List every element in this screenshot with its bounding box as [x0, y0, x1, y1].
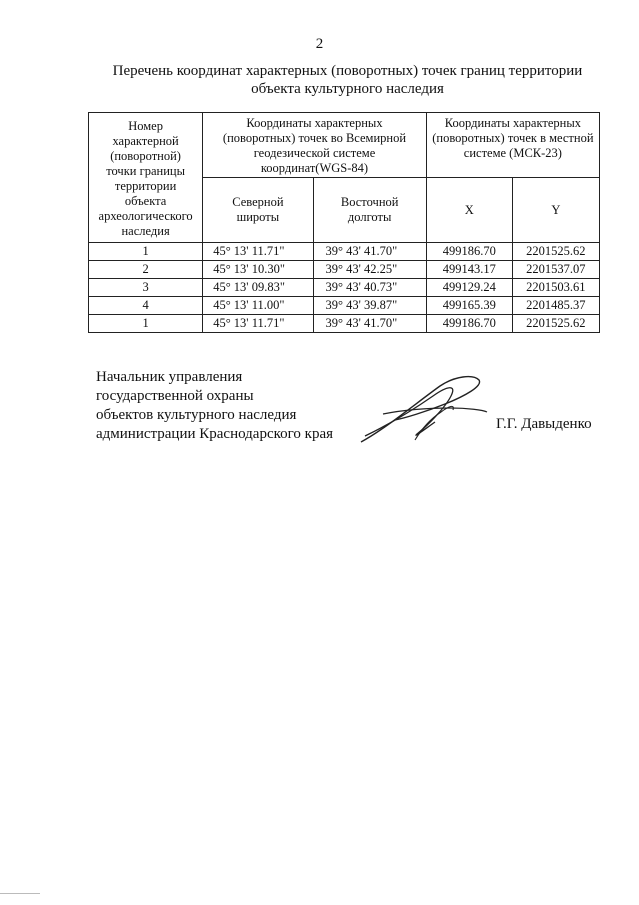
cell-x: 499186.70	[426, 243, 512, 261]
coordinates-table	[88, 112, 600, 333]
signatory-position-line: государственной охраны	[96, 388, 254, 404]
header-wgs-line: геодезической системе	[253, 146, 376, 160]
cell-longitude: 39° 43' 40.73"	[313, 279, 426, 297]
table-row	[89, 261, 600, 279]
header-msk-line: системе (МСК-23)	[463, 146, 562, 160]
subheader-longitude-line: долготы	[347, 210, 392, 224]
signatory-position-line: администрации Краснодарского края	[96, 426, 334, 442]
cell-longitude: 39° 43' 41.70"	[313, 243, 426, 261]
subheader-latitude-line: широты	[236, 210, 280, 224]
table-row	[89, 279, 600, 297]
page-number: 2	[315, 36, 324, 52]
signature-stroke	[365, 388, 453, 436]
header-number-line: наследия	[121, 224, 170, 238]
header-wgs84-coordinates	[203, 113, 427, 178]
cell-longitude: 39° 43' 41.70"	[313, 315, 426, 333]
cell-point-number: 2	[89, 261, 203, 279]
header-wgs-line: координат(WGS-84)	[260, 161, 369, 175]
cell-latitude: 45° 13' 11.71"	[203, 315, 313, 333]
subheader-latitude	[203, 178, 313, 243]
header-number-line: Номер	[128, 119, 163, 133]
cell-latitude: 45° 13' 09.83"	[203, 279, 313, 297]
header-number-line: археологического	[98, 209, 193, 223]
header-wgs-line: (поворотных) точек во Всемирной	[222, 131, 407, 145]
cell-x: 499143.17	[426, 261, 512, 279]
header-number-line: территории	[114, 179, 177, 193]
table-row	[89, 297, 600, 315]
cell-y: 2201537.07	[512, 261, 599, 279]
cell-latitude: 45° 13' 11.00"	[203, 297, 313, 315]
table-row	[89, 315, 600, 333]
subheader-latitude-line: Северной	[232, 195, 284, 209]
header-msk-line: Координаты характерных	[444, 116, 581, 130]
cell-y: 2201525.62	[512, 243, 599, 261]
cell-y: 2201485.37	[512, 297, 599, 315]
table-row	[89, 243, 600, 261]
document-title-line-1: Перечень координат характерных (поворотных) точек границ территории	[112, 63, 583, 79]
footer-divider	[0, 893, 40, 894]
cell-y: 2201503.61	[512, 279, 599, 297]
cell-x: 499165.39	[426, 297, 512, 315]
header-number-line: объекта	[124, 194, 167, 208]
cell-latitude: 45° 13' 10.30"	[203, 261, 313, 279]
header-msk-line: (поворотных) точек в местной	[432, 131, 594, 145]
cell-longitude: 39° 43' 42.25"	[313, 261, 426, 279]
cell-x: 499129.24	[426, 279, 512, 297]
header-msk23-coordinates	[426, 113, 599, 178]
header-wgs-line: Координаты характерных	[246, 116, 383, 130]
document-title	[60, 62, 635, 98]
signatory-name: Г.Г. Давыденко	[496, 416, 592, 432]
table-header-row	[89, 113, 600, 178]
header-point-number	[89, 113, 203, 243]
signatory-position	[96, 368, 333, 444]
cell-point-number: 1	[89, 315, 203, 333]
cell-y: 2201525.62	[512, 315, 599, 333]
cell-latitude: 45° 13' 11.71"	[203, 243, 313, 261]
header-number-line: характерной	[112, 134, 179, 148]
signature-stroke	[383, 408, 487, 414]
signatory-position-line: Начальник управления	[96, 369, 243, 385]
subheader-longitude-line: Восточной	[340, 195, 399, 209]
header-number-line: точки границы	[106, 164, 185, 178]
cell-longitude: 39° 43' 39.87"	[313, 297, 426, 315]
header-number-line: (поворотной)	[110, 149, 181, 163]
cell-point-number: 3	[89, 279, 203, 297]
subheader-y: Y	[512, 178, 599, 243]
subheader-longitude	[313, 178, 426, 243]
handwritten-signature	[355, 374, 490, 446]
subheader-x: X	[426, 178, 512, 243]
cell-point-number: 1	[89, 243, 203, 261]
cell-x: 499186.70	[426, 315, 512, 333]
document-title-line-2: объекта культурного наследия	[251, 81, 444, 97]
signatory-position-line: объектов культурного наследия	[96, 407, 297, 423]
cell-point-number: 4	[89, 297, 203, 315]
